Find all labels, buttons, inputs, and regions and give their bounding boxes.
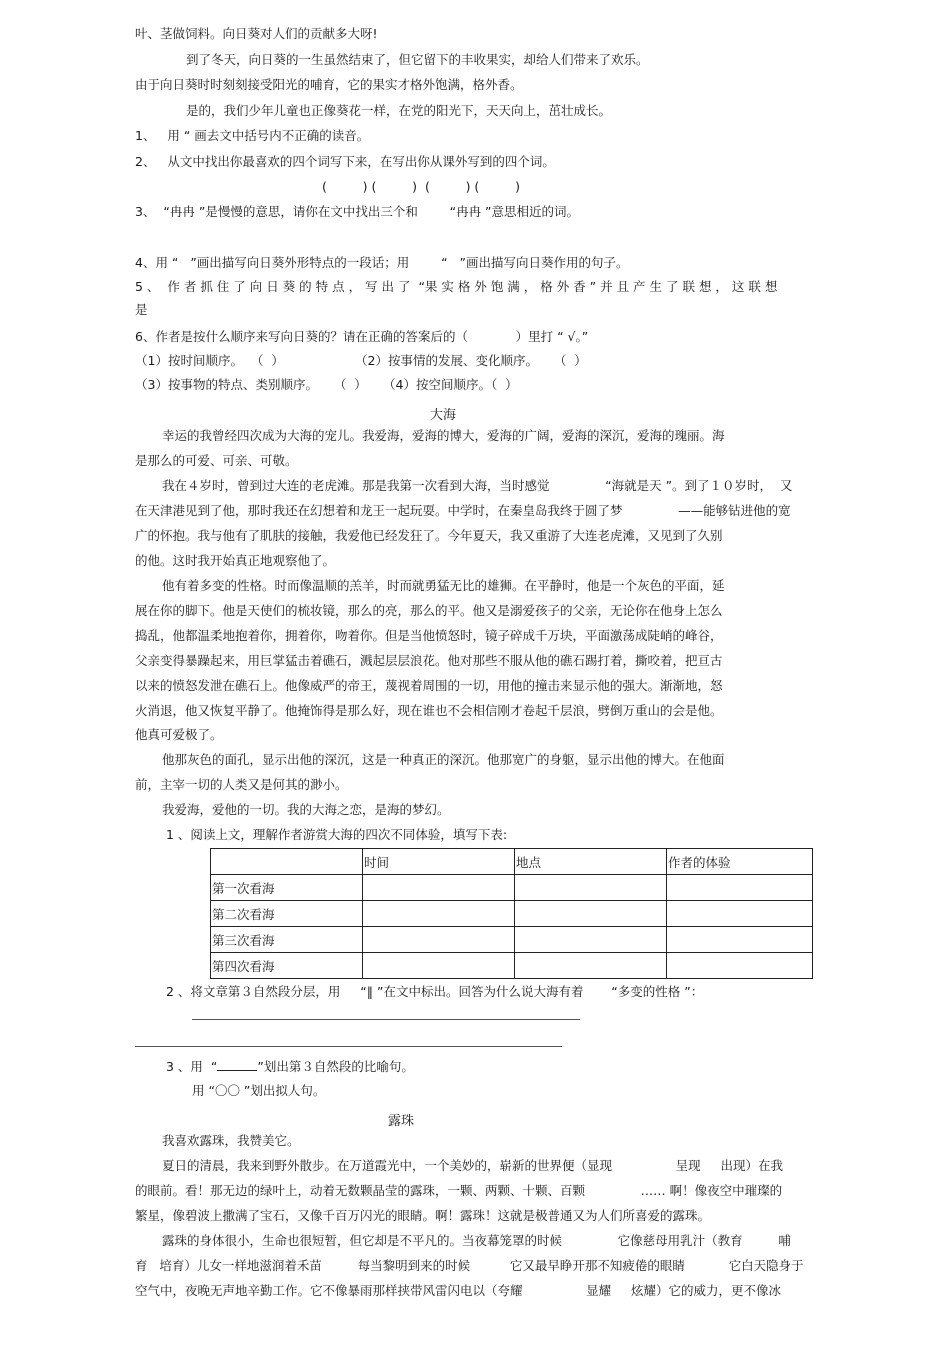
sea-question-3-sub: 用 “〇〇 ”划出拟人句。 xyxy=(192,1083,326,1098)
table-header-cell: 地点 xyxy=(515,849,667,875)
sea-line: 他那灰色的面孔，显示出他的深沉，这是一种真正的深沉。他那宽广的身躯，显示出他的博大。在他面 xyxy=(162,752,725,767)
sea-line: 前，主宰一切的人类又是何其的渺小。 xyxy=(135,777,348,792)
sea-line: 在天津港见到了他，那时我还在幻想着和龙王一起玩耍。中学时，在秦皇岛我终于圆了梦 ——能够钻进他的宽 xyxy=(135,503,791,518)
sea-question-3 xyxy=(166,1058,414,1075)
dew-title: 露珠 xyxy=(388,1114,415,1129)
table-row xyxy=(211,927,813,953)
question-6-option-4: （4）按空间顺序。（ ） xyxy=(383,377,518,392)
question-2: 2、 从文中找出你最喜欢的四个词写下来，在写出你从课外写到的四个词。 xyxy=(135,154,555,169)
sea-line: 的他。这时我开始真正地观察他了。 xyxy=(135,553,336,568)
dew-line: 的眼前。看！那无边的绿叶上，动着无数颗晶莹的露珠，一颗、两颗、十颗、百颗 …… 啊！像夜空中璀璨的 xyxy=(135,1183,783,1198)
sea-question-3-prefix: 3 、用 “ xyxy=(166,1059,218,1074)
table-row xyxy=(211,875,813,901)
table-header-cell xyxy=(211,849,363,875)
table-cell-time[interactable] xyxy=(363,927,515,953)
sea-title: 大海 xyxy=(430,408,457,423)
question-6-option-3: （3）按事物的特点、类别顺序。 （ ） xyxy=(135,377,367,392)
question-5: 5 、 作 者 抓 住 了 向 日 葵 的 特 点 ， 写 出 了 “果 实 格 外 饱 满 ， 格 外 香 ” 并 且 产 生 了 联 想 ， 这 联 想 xyxy=(135,279,778,294)
table-cell-experience[interactable] xyxy=(667,901,813,927)
sea-line: 火消退，他又恢复平静了。他掩饰得是那么好，现在谁也不会相信刚才卷起千层浪，劈倒万重山的会是他。 xyxy=(135,703,723,718)
question-6-option-2: （2）按事情的发展、变化顺序。 （ ） xyxy=(355,353,587,368)
table-header-cell: 作者的体验 xyxy=(667,849,813,875)
intro-line: 是的，我们少年儿童也正像葵花一样，在党的阳光下，天天向上，茁壮成长。 xyxy=(186,103,612,118)
dew-line: 育 培育）儿女一样地滋润着禾苗 每当黎明到来的时候 它又最早睁开那不知疲倦的眼睛 它白天隐身于 xyxy=(135,1258,804,1273)
table-cell-place[interactable] xyxy=(515,875,667,901)
table-cell-experience[interactable] xyxy=(667,927,813,953)
table-cell-experience[interactable] xyxy=(667,875,813,901)
sea-line: 是那么的可爱、可亲、可敬。 xyxy=(135,453,298,468)
table-row-label: 第三次看海 xyxy=(211,927,363,953)
sea-line: 我爱海，爱他的一切。我的大海之恋，是海的梦幻。 xyxy=(162,802,450,817)
sea-line: 展在你的脚下。他是天使们的梳妆镜，那么的亮，那么的平。他又是溺爱孩子的父亲，无论你在他身上怎么 xyxy=(135,603,723,618)
table-cell-place[interactable] xyxy=(515,927,667,953)
sea-line: 我在４岁时，曾到过大连的老虎滩。那是我第一次看到大海，当时感觉 “海就是天 ”。到了１０岁时， 又 xyxy=(162,478,793,493)
sea-question-1: 1 、阅读上文，理解作者游赏大海的四次不同体验，填写下表: xyxy=(166,827,508,842)
underline-sample xyxy=(217,1058,257,1071)
dew-line: 夏日的清晨，我来到野外散步。在万道霞光中，一个美妙的，崭新的世界便（显现 呈现 出现）在我 xyxy=(162,1158,783,1173)
table-header-row xyxy=(211,849,813,875)
intro-line: 由于向日葵时时刻刻接受阳光的哺育，它的果实才格外饱满，格外香。 xyxy=(135,77,523,92)
table-cell-time[interactable] xyxy=(363,875,515,901)
sea-line: 捣乱，他都温柔地抱着你，拥着你，吻着你。但是当他愤怒时，镜子碎成千万块，平面激荡成陡峭的峰谷， xyxy=(135,628,723,643)
question-4: 4、用 “ ”画出描写向日葵外形特点的一段话；用 “ ”画出描写向日葵作用的句子。 xyxy=(135,255,629,270)
intro-line: 到了冬天，向日葵的一生虽然结束了，但它留下的丰收果实，却给人们带来了欢乐。 xyxy=(186,52,649,67)
table-cell-experience[interactable] xyxy=(667,953,813,979)
sea-question-2: 2 、将文章第３自然段分层，用 “‖ ”在文中标出。回答为什么说大海有着 “多变的性格 ”： xyxy=(166,984,704,999)
dew-line: 露珠的身体很小，生命也很短暂，但它却是不平凡的。当夜幕笼罩的时候 它像慈母用乳汁（教育 哺 xyxy=(162,1233,791,1248)
table-header-cell: 时间 xyxy=(363,849,515,875)
question-6-option-1: （1）按时间顺序。 （ ） xyxy=(135,353,284,368)
answer-line[interactable] xyxy=(135,1046,562,1047)
question-6: 6、作者是按什么顺序来写向日葵的？请在正确的答案后的（ ）里打 “ √。” xyxy=(135,329,589,344)
sea-experience-table xyxy=(210,848,813,979)
sea-line: 父亲变得暴躁起来，用巨掌猛击着礁石，溅起层层浪花。他对那些不服从他的礁石踢打着，撕咬着，把亘古 xyxy=(135,653,723,668)
question-2-blanks: ( ) ( ) ( ) ( ) xyxy=(322,179,520,194)
sea-line: 他有着多变的性格。时而像温顺的羔羊，时而就勇猛无比的雄狮。在平静时，他是一个灰色的平面，延 xyxy=(162,578,725,593)
dew-line: 繁星，像碧波上撒满了宝石，又像千百万闪光的眼睛。啊！露珠！这就是极普通又为人们所喜爱的露珠。 xyxy=(135,1208,711,1223)
table-row xyxy=(211,901,813,927)
question-3: 3、 “冉冉 ”是慢慢的意思，请你在文中找出三个和 “冉冉 ”意思相近的词。 xyxy=(135,204,580,219)
table-row xyxy=(211,953,813,979)
table-cell-time[interactable] xyxy=(363,953,515,979)
table-row-label: 第一次看海 xyxy=(211,875,363,901)
table-cell-place[interactable] xyxy=(515,901,667,927)
table-cell-place[interactable] xyxy=(515,953,667,979)
question-1: 1、 用 “ 画去文中括号内不正确的读音。 xyxy=(135,128,370,143)
question-5-cont: 是 xyxy=(135,302,148,317)
answer-line[interactable] xyxy=(192,1019,580,1020)
table-row-label: 第四次看海 xyxy=(211,953,363,979)
sea-line: 幸运的我曾经四次成为大海的宠儿。我爱海，爱海的博大，爱海的广阔，爱海的深沉，爱海的瑰丽。海 xyxy=(162,428,725,443)
dew-line: 空气中，夜晚无声地辛勤工作。它不像暴雨那样挟带风雷闪电以（夸耀 显耀 炫耀）它的威力，更不像冰 xyxy=(135,1283,781,1298)
intro-line: 叶、茎做饲料。向日葵对人们的贡献多大呀! xyxy=(135,26,378,41)
sea-question-3-suffix: ”划出第３自然段的比喻句。 xyxy=(257,1059,414,1074)
sea-line: 广的怀抱。我与他有了肌肤的接触，我爱他已经发狂了。今年夏天，我又重游了大连老虎滩，又见到了久别 xyxy=(135,528,723,543)
table-row-label: 第二次看海 xyxy=(211,901,363,927)
dew-line: 我喜欢露珠，我赞美它。 xyxy=(162,1133,300,1148)
sea-line: 他真可爱极了。 xyxy=(135,727,223,742)
sea-line: 以来的愤怒发泄在礁石上。他像威严的帝王，蔑视着周围的一切，用他的撞击来显示他的强大。渐渐地，怒 xyxy=(135,678,723,693)
table-cell-time[interactable] xyxy=(363,901,515,927)
